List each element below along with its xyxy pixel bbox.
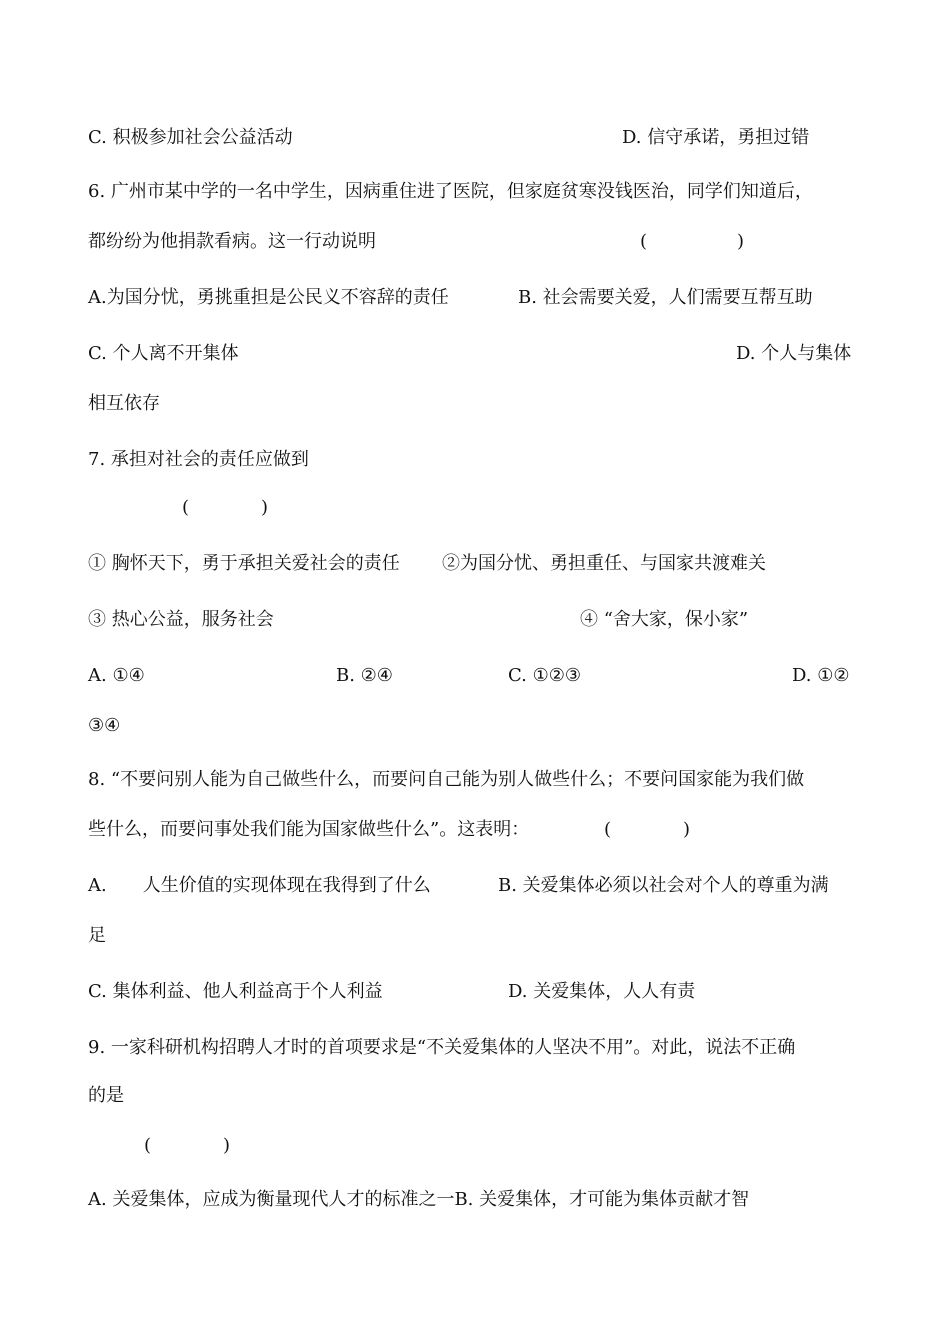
q7-statement-4: ④ “舍大家，保小家”: [580, 609, 749, 630]
q6-option-d-cont: 相互依存: [88, 393, 160, 414]
q6-answer-paren: ( ): [640, 231, 745, 252]
q8-stem-line-2: 些什么，而要问事处我们能为国家做些什么”。这表明：: [88, 819, 530, 840]
q9-answer-paren: ( ): [144, 1135, 231, 1156]
q6-option-d: D. 个人与集体: [736, 343, 852, 364]
q8-option-b-cont: 足: [88, 925, 106, 946]
q7-stem: 7. 承担对社会的责任应做到: [88, 449, 309, 470]
q8-option-c: C. 集体利益、他人利益高于个人利益: [88, 981, 383, 1002]
q8-option-d: D. 关爱集体，人人有责: [508, 981, 696, 1002]
q9-options-ab: A. 关爱集体，应成为衡量现代人才的标准之一B. 关爱集体，才可能为集体贡献才智: [88, 1189, 750, 1210]
q7-statement-3: ③ 热心公益，服务社会: [88, 609, 274, 630]
q7-option-a: A. ①④: [88, 665, 145, 686]
q7-statement-1: ① 胸怀天下，勇于承担关爱社会的责任: [88, 553, 400, 574]
q6-stem-line-2: 都纷纷为他捐款看病。这一行动说明: [88, 231, 376, 252]
q8-answer-paren: ( ): [604, 819, 691, 840]
q6-option-b: B. 社会需要关爱，人们需要互帮互助: [518, 287, 813, 308]
q6-stem-line-1: 6. 广州市某中学的一名中学生，因病重住进了医院，但家庭贫寒没钱医治，同学们知道后，: [88, 181, 813, 202]
q7-answer-paren: ( ): [182, 497, 269, 518]
q7-statement-2: ②为国分忧、勇担重任、与国家共渡难关: [442, 553, 766, 574]
q7-option-c: C. ①②③: [508, 665, 581, 686]
q7-option-d-cont: ③④: [88, 715, 121, 736]
q9-stem-line-1: 9. 一家科研机构招聘人才时的首项要求是“不关爱集体的人坚决不用”。对此，说法不正确: [88, 1037, 796, 1058]
q5-option-c: C. 积极参加社会公益活动: [88, 127, 293, 148]
q9-stem-line-2: 的是: [88, 1085, 124, 1106]
q8-option-a: A. 人生价值的实现体现在我得到了什么: [88, 875, 431, 896]
q5-option-d: D. 信守承诺，勇担过错: [622, 127, 810, 148]
q7-option-d: D. ①②: [792, 665, 850, 686]
q6-option-c: C. 个人离不开集体: [88, 343, 239, 364]
q6-option-a: A.为国分忧，勇挑重担是公民义不容辞的责任: [88, 287, 449, 308]
q8-option-b: B. 关爱集体必须以社会对个人的尊重为满: [498, 875, 829, 896]
q8-stem-line-1: 8. “不要问别人能为自己做些什么，而要问自己能为别人做些什么；不要问国家能为我们做: [88, 769, 805, 790]
q7-option-b: B. ②④: [336, 665, 393, 686]
